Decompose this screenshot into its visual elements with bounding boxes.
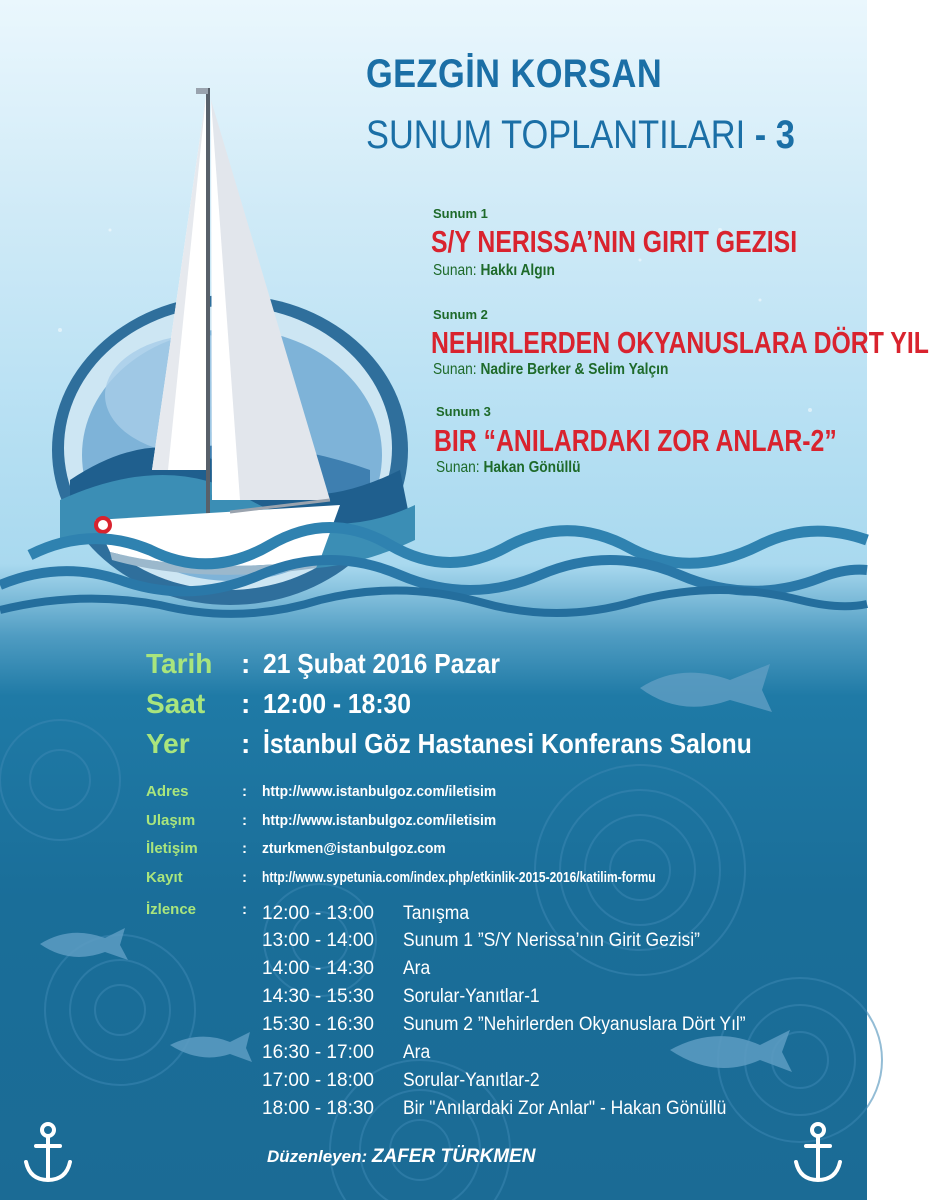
schedule-item — [262, 1098, 822, 1122]
event-place-label: Yer — [146, 728, 190, 759]
organizer — [267, 1146, 535, 1168]
schedule-time: 15:30 - 16:30 — [262, 1014, 374, 1035]
colon: : — [241, 648, 251, 679]
title-line-1: GEZGİN KORSAN — [366, 52, 663, 96]
colon: : — [242, 783, 247, 800]
detail-link[interactable]: http://www.sypetunia.com/index.php/etkinlik-2015-2016/katilim-formu — [262, 869, 656, 886]
schedule-item — [262, 958, 822, 982]
event-date-row — [146, 648, 846, 684]
schedule-activity: Sunum 1 ”S/Y Nerissa’nın Girit Gezisi” — [403, 930, 700, 951]
schedule-activity: Sunum 2 ”Nehirlerden Okyanuslara Dört Yıl” — [403, 1014, 746, 1035]
schedule-activity: Bir "Anılardaki Zor Anlar" - Hakan Gönüllü — [403, 1098, 727, 1119]
presentation-1-label: Sunum 1 — [433, 206, 488, 221]
schedule-activity: Sorular-Yanıtlar-2 — [403, 1070, 540, 1091]
event-date-value: 21 Şubat 2016 Pazar — [263, 648, 500, 679]
organizer-label: Düzenleyen: — [267, 1147, 368, 1166]
schedule-activity: Ara — [403, 958, 431, 979]
presentation-2-title: NEHIRLERDEN OKYANUSLARA DÖRT YIL — [431, 325, 929, 360]
detail-row — [146, 783, 846, 803]
schedule-item — [262, 930, 822, 954]
colon: : — [242, 901, 247, 918]
event-date-label: Tarih — [146, 648, 213, 679]
presenter-prefix: Sunan: — [433, 262, 477, 279]
organizer-name: ZAFER TÜRKMEN — [371, 1146, 536, 1167]
schedule-item — [262, 1042, 822, 1066]
schedule-item — [262, 986, 822, 1010]
detail-label: İletişim — [146, 840, 198, 857]
presenter-name: Hakkı Algın — [480, 262, 555, 279]
title-line-2 — [366, 113, 795, 158]
schedule-time: 16:30 - 17:00 — [262, 1042, 374, 1063]
detail-label: Kayıt — [146, 869, 183, 886]
detail-email[interactable]: zturkmen@istanbulgoz.com — [262, 840, 446, 857]
detail-label: Ulaşım — [146, 812, 196, 829]
schedule-label-row — [146, 901, 266, 921]
colon: : — [241, 728, 251, 759]
schedule-item — [262, 1070, 822, 1094]
schedule-time: 18:00 - 18:30 — [262, 1098, 374, 1119]
colon: : — [242, 869, 247, 886]
presenter-prefix: Sunan: — [433, 361, 477, 378]
presentation-3-title: BIR “ANILARDAKI ZOR ANLAR-2” — [434, 423, 837, 458]
detail-link[interactable]: http://www.istanbulgoz.com/iletisim — [262, 783, 497, 800]
schedule-time: 12:00 - 13:00 — [262, 903, 374, 924]
schedule-activity: Sorular-Yanıtlar-1 — [403, 986, 540, 1007]
event-time-label: Saat — [146, 688, 206, 719]
schedule-time: 14:00 - 14:30 — [262, 958, 374, 979]
presentation-1-presenter — [433, 262, 555, 280]
event-time-value: 12:00 - 18:30 — [263, 688, 411, 719]
schedule-label: İzlence — [146, 901, 197, 918]
event-place-value: İstanbul Göz Hastanesi Konferans Salonu — [263, 728, 752, 759]
schedule-item — [262, 1014, 822, 1038]
presenter-name: Nadire Berker & Selim Yalçın — [480, 361, 669, 378]
event-time-row — [146, 688, 846, 724]
presenter-prefix: Sunan: — [436, 459, 480, 476]
detail-row — [146, 840, 846, 860]
presentation-3-label: Sunum 3 — [436, 404, 491, 419]
presentation-2-presenter — [433, 361, 668, 379]
detail-row — [146, 869, 861, 889]
colon: : — [241, 688, 251, 719]
schedule-time: 14:30 - 15:30 — [262, 986, 374, 1007]
fish-icons — [40, 664, 792, 1072]
schedule-activity: Tanışma — [403, 903, 470, 924]
colon: : — [242, 812, 247, 829]
detail-link[interactable]: http://www.istanbulgoz.com/iletisim — [262, 812, 497, 829]
presentation-3-presenter — [436, 459, 581, 477]
title-line-2-number: - 3 — [754, 113, 795, 157]
detail-label: Adres — [146, 783, 189, 800]
detail-row — [146, 812, 846, 832]
presentation-2-label: Sunum 2 — [433, 307, 488, 322]
schedule-activity: Ara — [403, 1042, 431, 1063]
colon: : — [242, 840, 247, 857]
presentation-1-title: S/Y NERISSA’NIN GIRIT GEZISI — [431, 224, 798, 259]
presenter-name: Hakan Gönüllü — [483, 459, 581, 476]
schedule-time: 13:00 - 14:00 — [262, 930, 374, 951]
event-place-row — [146, 728, 846, 764]
schedule-time: 17:00 - 18:00 — [262, 1070, 374, 1091]
schedule-item — [262, 903, 822, 927]
title-line-2-text: SUNUM TOPLANTILARI — [366, 113, 746, 157]
